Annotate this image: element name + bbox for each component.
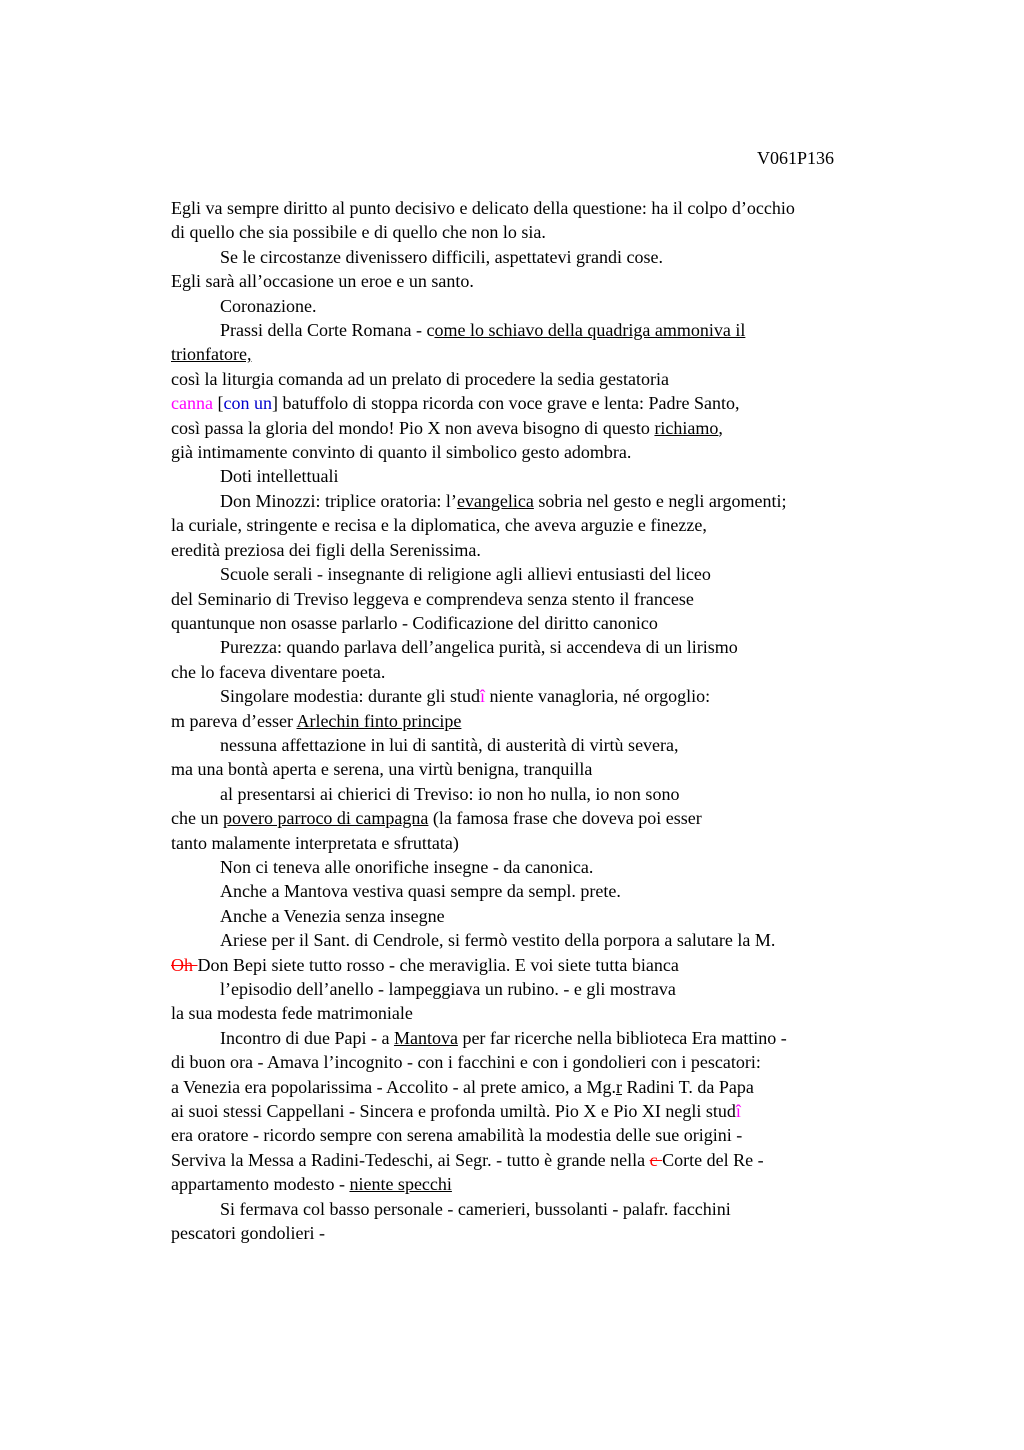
text-segment: l’episodio dell’anello - lampeggiava un rubino. - e gli mostrava xyxy=(220,979,676,999)
text-line xyxy=(171,709,901,733)
text-segment: che un xyxy=(171,808,223,829)
text-line xyxy=(171,684,901,708)
text-line xyxy=(171,879,901,903)
text-segment: Radini T. da Papa xyxy=(622,1076,754,1097)
text-segment: ma una bontà aperta e serena, una virtù benigna, tranquilla xyxy=(171,759,593,780)
highlighted-text: î xyxy=(735,1101,741,1122)
underlined-text: richiamo xyxy=(654,417,719,438)
text-segment: Corte del Re - xyxy=(662,1149,764,1170)
text-line xyxy=(171,611,901,635)
text-line xyxy=(171,538,901,562)
text-segment: la curiale, stringente e recisa e la diplomatica, che aveva arguzie e finezze, xyxy=(171,515,707,536)
text-segment: [ xyxy=(212,393,224,414)
text-segment: Ariese per il Sant. di Cendrole, si fermò vestito della porpora a salutare la M. xyxy=(220,930,776,951)
text-line xyxy=(171,318,901,342)
text-line xyxy=(171,1148,901,1172)
underlined-text: niente specchi xyxy=(349,1174,452,1195)
highlighted-text: î xyxy=(479,686,485,707)
text-segment: m pareva d’esser xyxy=(171,710,297,731)
text-segment: Doti intellettuali xyxy=(220,466,339,487)
text-line xyxy=(171,294,901,318)
text-segment: Don Minozzi: triplice oratoria: l’ xyxy=(220,490,457,511)
text-line xyxy=(171,562,901,586)
text-segment: (la famosa frase che doveva poi esser xyxy=(428,808,702,829)
text-segment: Don Bepi siete tutto rosso - che meraviglia. E voi siete tutta bianca xyxy=(197,954,679,975)
text-line xyxy=(171,416,901,440)
text-segment: pescatori gondolieri - xyxy=(171,1223,325,1244)
text-line xyxy=(171,367,901,391)
text-segment: Si fermava col basso personale - camerieri, bussolanti - palafr. facchini xyxy=(220,1198,731,1219)
text-segment: , xyxy=(718,417,723,438)
text-line xyxy=(171,245,901,269)
text-line xyxy=(171,1026,901,1050)
text-line xyxy=(171,757,901,781)
text-segment: Se le circostanze divenissero difficili, aspettatevi grandi cose. xyxy=(220,246,664,267)
text-line xyxy=(171,660,901,684)
underlined-text: Mantova xyxy=(393,1027,458,1048)
text-line xyxy=(171,855,901,879)
text-line xyxy=(171,782,901,806)
text-line xyxy=(171,1075,901,1099)
text-segment: Non ci teneva alle onorifiche insegne - da canonica. xyxy=(220,856,594,877)
text-line xyxy=(171,928,901,952)
text-line xyxy=(171,587,901,611)
underlined-text: r xyxy=(616,1076,622,1097)
text-segment: Singolare modestia: durante gli stud xyxy=(220,686,480,707)
text-segment: così la liturgia comanda ad un prelato di procedere la sedia gestatoria xyxy=(171,368,669,389)
text-segment: già intimamente convinto di quanto il simbolico gesto adombra. xyxy=(171,442,632,463)
text-segment: Prassi della Corte Romana - c xyxy=(220,320,435,341)
underlined-text: povero parroco di campagna xyxy=(222,808,429,829)
text-segment: Scuole serali - insegnante di religione agli allievi entusiasti del liceo xyxy=(220,564,711,585)
text-segment: Purezza: quando parlava dell’angelica purità, si accendeva di un lirismo xyxy=(220,637,738,658)
text-line xyxy=(171,953,901,977)
text-line xyxy=(171,196,901,220)
text-line xyxy=(171,1197,901,1221)
highlighted-text: canna xyxy=(171,393,213,414)
text-segment: Serviva la Messa a Radini-Tedeschi, ai Segr. - tutto è grande nella xyxy=(171,1149,650,1170)
text-segment: sobria nel gesto e negli argomenti; xyxy=(533,490,787,511)
text-line xyxy=(171,220,901,244)
text-segment: Coronazione. xyxy=(220,295,317,316)
text-line xyxy=(171,977,901,1001)
text-segment: Anche a Mantova vestiva quasi sempre da sempl. prete. xyxy=(220,881,621,902)
text-segment: eredità preziosa dei figli della Serenissima. xyxy=(171,539,481,560)
underlined-text: evangelica xyxy=(456,490,534,511)
underlined-text: trionfatore, xyxy=(171,344,252,365)
text-segment: nessuna affettazione in lui di santità, di austerità di virtù severa, xyxy=(220,734,679,755)
text-line xyxy=(171,464,901,488)
text-segment: Egli sarà all’occasione un eroe e un santo. xyxy=(171,271,474,292)
text-line xyxy=(171,1123,901,1147)
text-segment: che lo faceva diventare poeta. xyxy=(171,661,386,682)
text-segment: era oratore - ricordo sempre con serena amabilità la modestia delle sue origini - xyxy=(171,1125,743,1146)
text-line xyxy=(171,269,901,293)
text-segment: Anche a Venezia senza insegne xyxy=(220,905,445,926)
text-line xyxy=(171,489,901,513)
text-segment: Egli va sempre diritto al punto decisivo e delicato della questione: ha il colpo d’occhio xyxy=(171,198,795,218)
underlined-text: Arlechin finto principe xyxy=(296,710,462,731)
text-segment: quantunque non osasse parlarlo - Codificazione del diritto canonico xyxy=(171,612,658,633)
text-segment: di quello che sia possibile e di quello che non lo sia. xyxy=(171,222,546,243)
text-segment: di buon ora - Amava l’incognito - con i facchini e con i gondolieri con i pescatori: xyxy=(171,1052,761,1073)
text-segment: niente vanagloria, né orgoglio: xyxy=(484,686,711,707)
text-segment: ai suoi stessi Cappellani - Sincera e profonda umiltà. Pio X e Pio XI negli stud xyxy=(171,1101,736,1122)
text-segment: per far ricerche nella biblioteca Era mattino - xyxy=(457,1027,787,1048)
text-line xyxy=(171,391,901,415)
text-segment: la sua modesta fede matrimoniale xyxy=(171,1003,413,1024)
page-code: V061P136 xyxy=(757,148,835,168)
text-segment: del Seminario di Treviso leggeva e comprendeva senza stento il francese xyxy=(171,588,694,609)
text-line xyxy=(171,733,901,757)
highlighted-text: con un xyxy=(223,393,272,414)
text-line xyxy=(171,342,901,366)
underlined-text: ome lo schiavo della quadriga ammoniva il xyxy=(434,320,746,341)
text-segment: ] batuffolo di stoppa ricorda con voce grave e lenta: Padre Santo, xyxy=(271,393,740,414)
text-segment: Incontro di due Papi - a xyxy=(220,1027,394,1048)
text-line xyxy=(171,1001,901,1025)
text-line xyxy=(171,904,901,928)
text-segment: così passa la gloria del mondo! Pio X non aveva bisogno di questo xyxy=(171,417,655,438)
text-line xyxy=(171,635,901,659)
text-line xyxy=(171,1050,901,1074)
text-segment: a Venezia era popolarissima - Accolito - al prete amico, a Mg. xyxy=(171,1076,616,1097)
text-line xyxy=(171,1172,901,1196)
struck-text: c xyxy=(649,1149,663,1170)
text-line xyxy=(171,440,901,464)
text-segment: tanto malamente interpretata e sfruttata) xyxy=(171,832,459,853)
text-line xyxy=(171,1221,901,1245)
text-segment: appartamento modesto - xyxy=(171,1174,350,1195)
text-line xyxy=(171,1099,901,1123)
text-line xyxy=(171,513,901,537)
body-text xyxy=(171,196,901,1245)
struck-text: Oh xyxy=(171,954,198,975)
text-segment: al presentarsi ai chierici di Treviso: io non ho nulla, io non sono xyxy=(220,783,680,804)
text-line xyxy=(171,831,901,855)
text-line xyxy=(171,806,901,830)
